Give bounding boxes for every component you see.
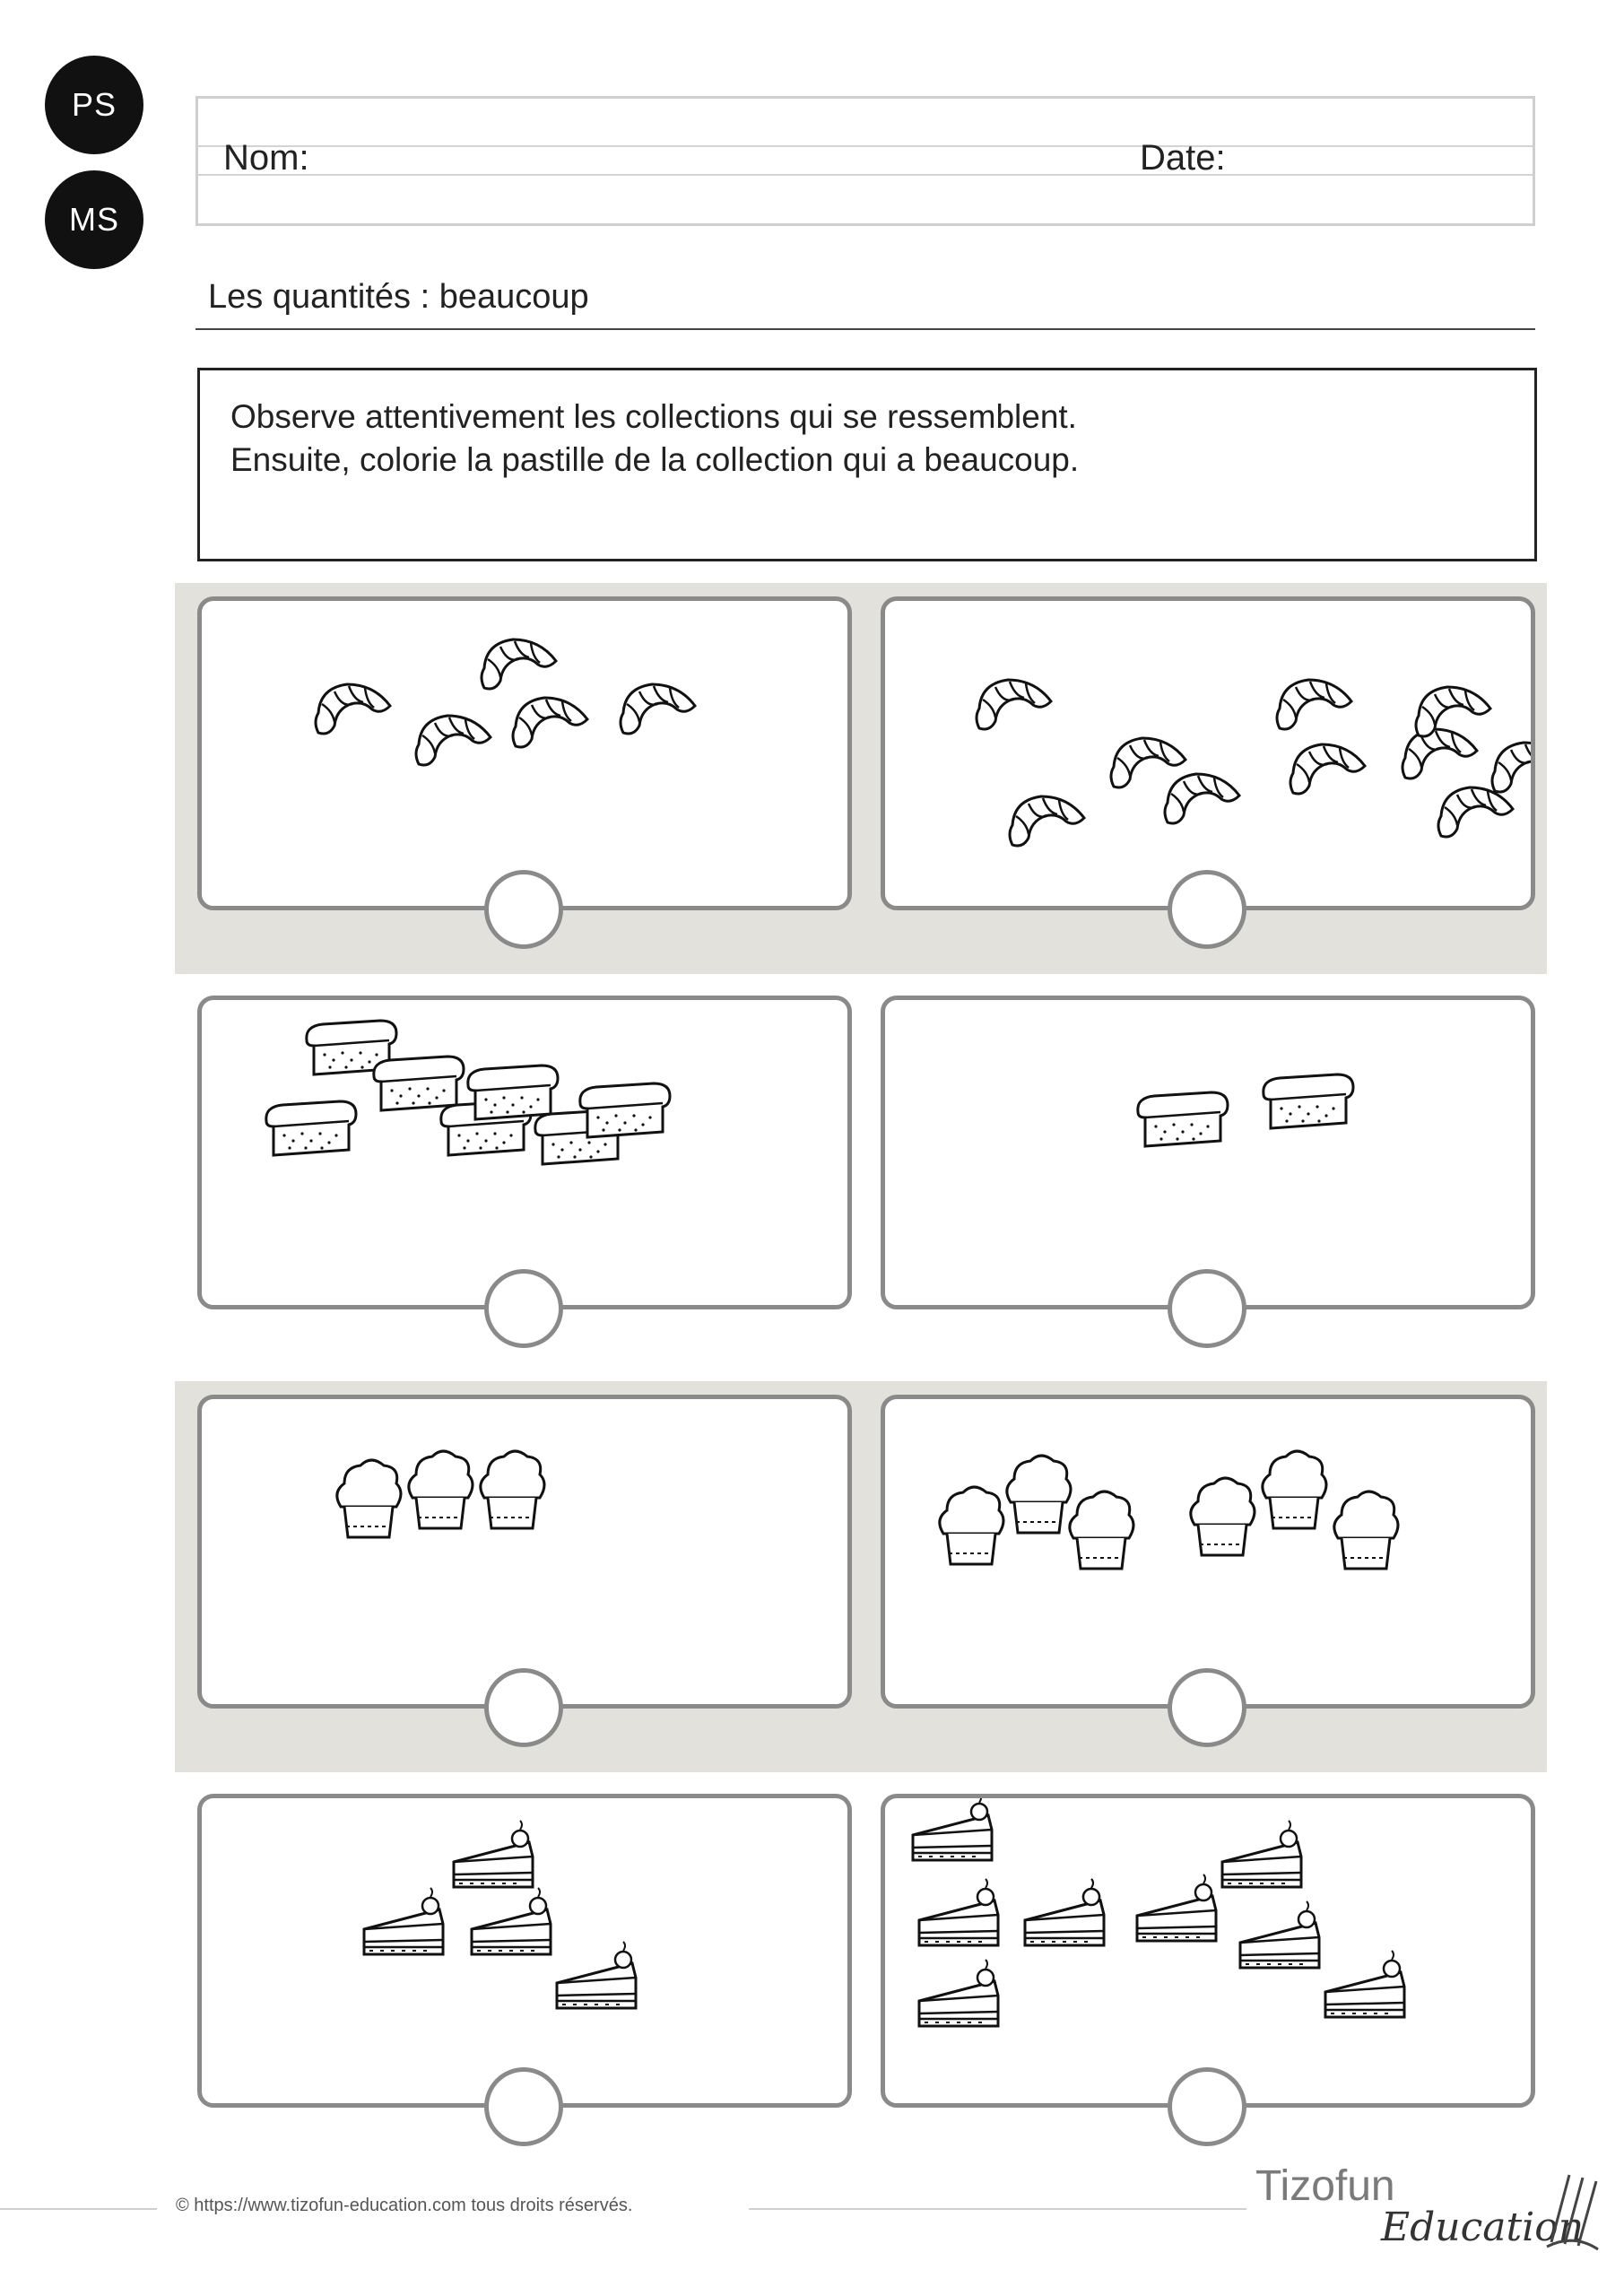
name-label: Nom: xyxy=(223,138,309,178)
answer-dot-2-right[interactable] xyxy=(1168,1269,1246,1348)
collection-card-3-right xyxy=(881,1395,1535,1709)
croissant-icon xyxy=(977,680,1051,729)
bread-loaf-icon xyxy=(266,1101,356,1155)
collection-card-2-left xyxy=(197,996,852,1309)
answer-dot-3-right[interactable] xyxy=(1168,1668,1246,1747)
tizofun-logo xyxy=(1255,2161,1614,2260)
bread-loaf-icon xyxy=(580,1083,670,1137)
cake-slice-icon xyxy=(454,1821,533,1887)
logo-line-2: Education xyxy=(1381,2205,1585,2250)
instructions-box xyxy=(197,368,1537,561)
collection-card-2-right xyxy=(881,996,1535,1309)
footer-copyright: © https://www.tizofun-education.com tous droits réservés. xyxy=(176,2196,633,2215)
name-box-rule xyxy=(198,145,1533,147)
instruction-line-1: Observe attentivement les collections qui se ressemblent. xyxy=(230,398,1077,435)
cake-slice-icon xyxy=(472,1888,551,1954)
collection-card-3-left xyxy=(197,1395,852,1709)
collection-card-1-left xyxy=(197,596,852,910)
muffin-icon xyxy=(1263,1451,1326,1528)
collection-card-1-right xyxy=(881,596,1535,910)
muffin-icon xyxy=(337,1460,401,1537)
muffin-icon xyxy=(1007,1456,1071,1533)
instruction-line-2: Ensuite, colorie la pastille de la collection qui a beaucoup. xyxy=(230,441,1080,478)
worksheet-title: Les quantités : beaucoup xyxy=(208,278,589,316)
cake-slice-icon xyxy=(1137,1874,1216,1941)
name-date-box xyxy=(195,96,1535,226)
croissant-icon xyxy=(513,698,587,747)
bread-loaf-collection xyxy=(202,1000,847,1305)
croissant-icon xyxy=(1165,774,1239,823)
muffin-icon xyxy=(1334,1492,1398,1569)
answer-dot-4-right[interactable] xyxy=(1168,2067,1246,2146)
answer-dot-1-left[interactable] xyxy=(484,870,563,949)
answer-dot-1-right[interactable] xyxy=(1168,870,1246,949)
logo-line-1: Tizofun xyxy=(1255,2162,1395,2210)
collection-card-4-left xyxy=(197,1794,852,2108)
bread-loaf-collection xyxy=(885,1000,1531,1305)
croissant-icon xyxy=(1010,796,1084,846)
croissant-icon xyxy=(482,639,556,689)
croissant-icon xyxy=(621,684,695,734)
croissant-collection xyxy=(885,601,1531,906)
muffin-collection xyxy=(202,1399,847,1704)
croissant-icon xyxy=(1277,680,1351,729)
bread-loaf-icon xyxy=(1138,1092,1228,1146)
cake-slice-icon xyxy=(1240,1901,1319,1968)
cake-slice-icon xyxy=(1025,1879,1104,1945)
muffin-collection xyxy=(885,1399,1531,1704)
muffin-icon xyxy=(1191,1478,1255,1555)
bread-loaf-icon xyxy=(374,1057,464,1110)
answer-dot-3-left[interactable] xyxy=(484,1668,563,1747)
answer-dot-2-left[interactable] xyxy=(484,1269,563,1348)
cake-slice-icon xyxy=(364,1888,443,1954)
muffin-icon xyxy=(481,1451,544,1528)
croissant-icon xyxy=(1290,744,1365,794)
level-badge-ps: PS xyxy=(45,56,143,154)
cake-slice-icon xyxy=(913,1798,992,1860)
croissant-icon xyxy=(1438,787,1513,837)
croissant-collection xyxy=(202,601,847,906)
croissant-icon xyxy=(416,716,491,765)
book-icon xyxy=(1542,2170,1605,2251)
cake-slice-icon xyxy=(557,1942,636,2008)
croissant-icon xyxy=(1492,743,1531,792)
muffin-icon xyxy=(409,1451,473,1528)
croissant-icon xyxy=(1403,729,1477,778)
title-rule xyxy=(195,328,1535,330)
cake-slice-collection xyxy=(885,1798,1531,2103)
date-label: Date: xyxy=(1140,138,1226,178)
name-box-rule xyxy=(198,174,1533,176)
footer-rule xyxy=(749,2208,1246,2210)
muffin-icon xyxy=(1070,1492,1133,1569)
cake-slice-icon xyxy=(1222,1821,1301,1887)
answer-dot-4-left[interactable] xyxy=(484,2067,563,2146)
croissant-icon xyxy=(316,684,390,734)
cake-slice-icon xyxy=(919,1960,998,2026)
cake-slice-collection xyxy=(202,1798,847,2103)
collection-card-4-right xyxy=(881,1794,1535,2108)
muffin-icon xyxy=(940,1487,1003,1564)
level-badge-ms: MS xyxy=(45,170,143,269)
croissant-icon xyxy=(1416,687,1490,736)
cake-slice-icon xyxy=(1325,1951,1404,2017)
croissant-icon xyxy=(1111,738,1185,787)
bread-loaf-icon xyxy=(1264,1074,1353,1128)
cake-slice-icon xyxy=(919,1879,998,1945)
footer-rule xyxy=(0,2208,157,2210)
bread-loaf-icon xyxy=(468,1065,558,1119)
